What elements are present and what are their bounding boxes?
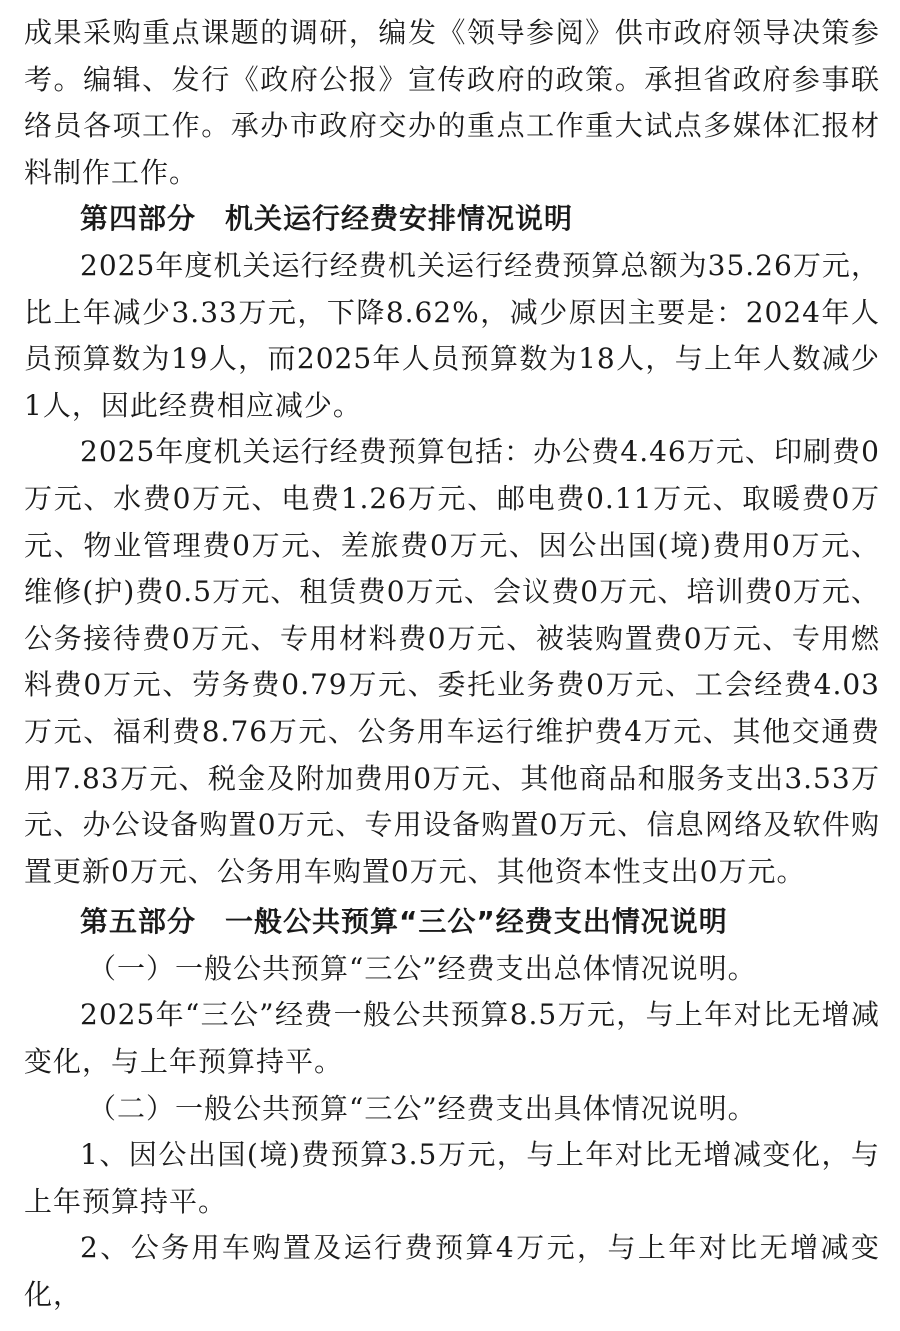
paragraph-operating-cost-total: 2025年度机关运行经费机关运行经费预算总额为35.26万元，比上年减少3.33万元，下降8.62%，减少原因主要是：2024年人员预算数为19人，而2025年人员预算数为18人，与上年人数减少1人，因此经费相应减少。 xyxy=(24,248,880,422)
subheading-overall: （一）一般公共预算“三公”经费支出总体情况说明。 xyxy=(88,951,757,985)
paragraph-overseas-travel: 1、因公出国(境)费预算3.5万元，与上年对比无增减变化，与上年预算持平。 xyxy=(24,1138,880,1218)
section-heading-part4: 第四部分 机关运行经费安排情况说明 xyxy=(80,202,574,236)
paragraph-three-public-total: 2025年“三公”经费一般公共预算8.5万元，与上年对比无增减变化，与上年预算持平。 xyxy=(24,998,880,1079)
paragraph-operating-cost-breakdown: 2025年度机关运行经费预算包括：办公费4.46万元、印刷费0万元、水费0万元、电费1.26万元、邮电费0.11万元、取暖费0万元、物业管理费0万元、差旅费0万元、因公出国(境)费用0万元、维修(护)费0.5万元、租赁费0万元、会议费0万元、培训费0万元、公务接待费0万元、专用材料费0万元、被装购置费0万元、专用燃料费0万元、劳务费0.79万元、委托业务费0万元、工会经费4.03万元、福利费8.76万元、公务用车运行维护费4万元、其他交通费用7.83万元、税金及附加费用0万元、其他商品和服务支出3.53万元、办公设备购置0万元、专用设备购置0万元、信息网络及软件购置更新0万元、公务用车购置0万元、其他资本性支出0万元。 xyxy=(24,435,880,888)
paragraph-duties: 成果采购重点课题的调研，编发《领导参阅》供市政府领导决策参考。编辑、发行《政府公报》宣传政府的政策。承担省政府参事联络员各项工作。承办市政府交办的重点工作重大试点多媒体汇报材料制作工作。 xyxy=(24,16,880,189)
section-heading-part5: 第五部分 一般公共预算“三公”经费支出情况说明 xyxy=(80,905,728,939)
subheading-specific: （二）一般公共预算“三公”经费支出具体情况说明。 xyxy=(88,1091,757,1125)
paragraph-official-vehicles: 2、公务用车购置及运行费预算4万元，与上年对比无增减变化， xyxy=(24,1231,880,1312)
document-page xyxy=(24,10,880,1319)
